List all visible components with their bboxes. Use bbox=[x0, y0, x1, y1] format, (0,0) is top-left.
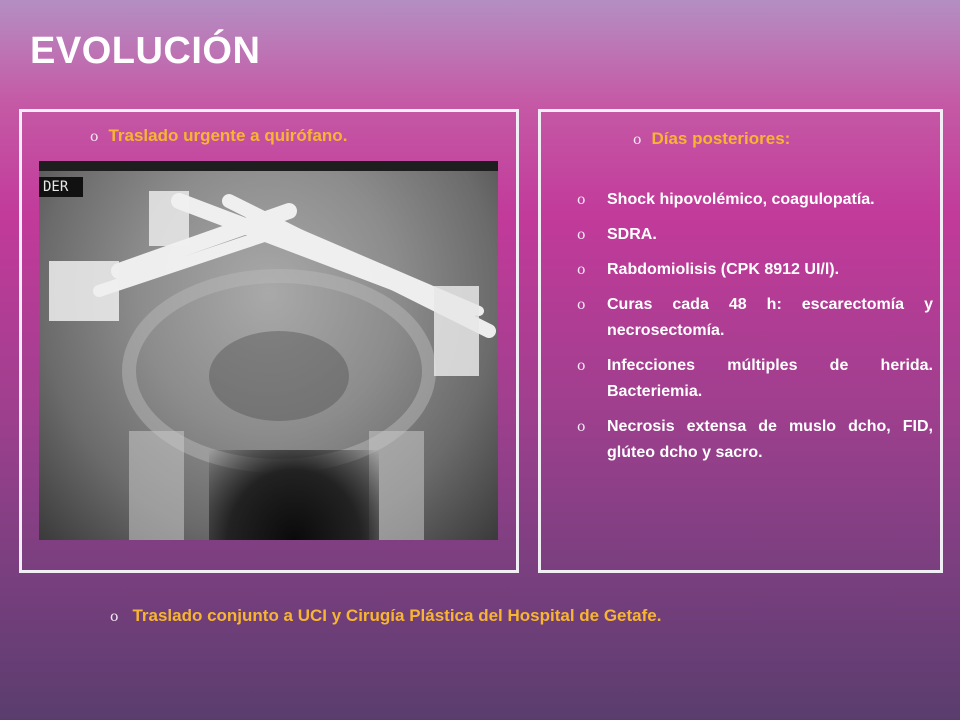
bullet-icon: o bbox=[633, 132, 642, 148]
bullet-icon: o bbox=[577, 297, 586, 313]
list-item-text: Infecciones múltiples de herida. Bacteriemia. bbox=[607, 357, 933, 400]
list-item-text: Rabdomiolisis (CPK 8912 UI/l). bbox=[607, 261, 840, 278]
list-item bbox=[577, 414, 933, 466]
bullet-icon: o bbox=[110, 609, 119, 625]
list-item-text: Necrosis extensa de muslo dcho, FID, glúteo dcho y sacro. bbox=[607, 418, 933, 461]
list-item-text: SDRA. bbox=[607, 226, 657, 243]
list-item bbox=[577, 222, 933, 248]
bullet-icon: o bbox=[577, 358, 586, 374]
list-item bbox=[577, 187, 933, 213]
list-item bbox=[577, 353, 933, 405]
left-panel bbox=[19, 109, 519, 573]
bullet-icon: o bbox=[577, 262, 586, 278]
evolution-list bbox=[577, 187, 933, 475]
left-heading-text: Traslado urgente a quirófano. bbox=[108, 126, 348, 145]
bullet-icon: o bbox=[577, 419, 586, 435]
footer-text: Traslado conjunto a UCI y Cirugía Plástica del Hospital de Getafe. bbox=[132, 606, 662, 625]
list-item-text: Curas cada 48 h: escarectomía y necrosectomía. bbox=[607, 296, 933, 339]
list-item bbox=[577, 257, 933, 283]
list-item-text: Shock hipovolémico, coagulopatía. bbox=[607, 191, 875, 208]
bullet-icon: o bbox=[577, 192, 586, 208]
right-panel bbox=[538, 109, 943, 573]
xray-dark-area bbox=[209, 450, 379, 540]
left-panel-heading bbox=[90, 126, 347, 146]
right-heading-text: Días posteriores: bbox=[651, 129, 791, 148]
bullet-icon: o bbox=[577, 227, 586, 243]
bullet-icon: o bbox=[90, 129, 99, 145]
footer-note bbox=[110, 606, 661, 626]
xray-side-label: DER bbox=[39, 177, 83, 197]
slide-title: EVOLUCIÓN bbox=[30, 30, 261, 72]
right-panel-heading bbox=[633, 129, 790, 149]
list-item bbox=[577, 292, 933, 344]
xray-image bbox=[39, 161, 498, 540]
